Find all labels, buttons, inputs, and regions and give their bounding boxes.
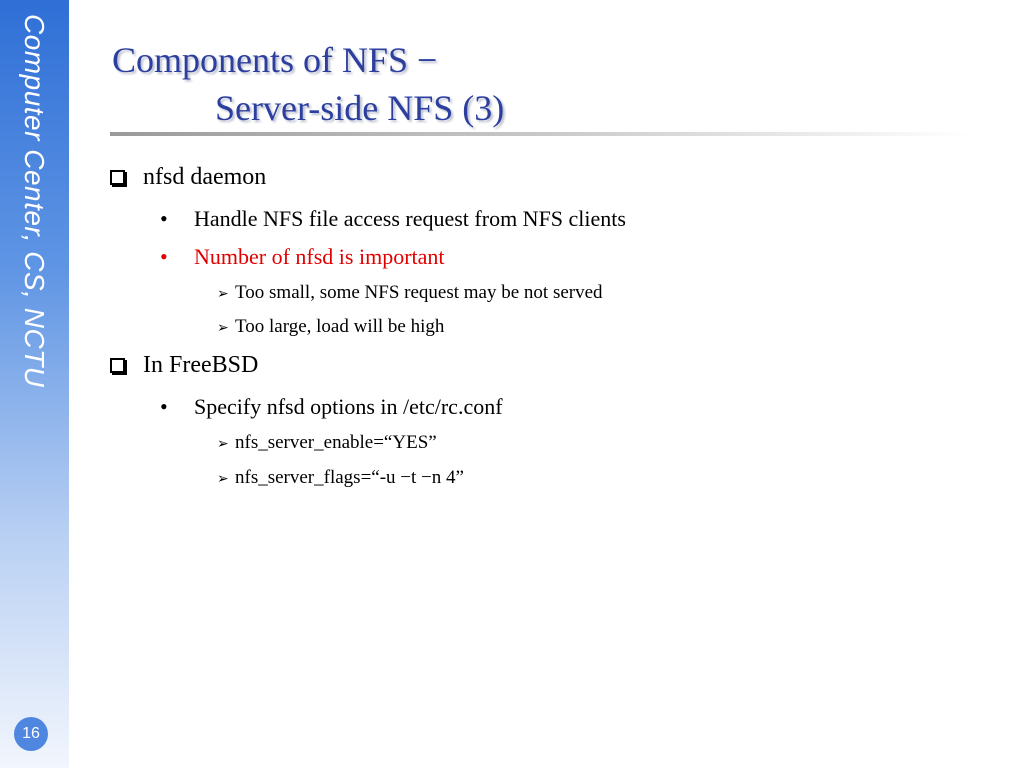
point-server-enable — [217, 432, 437, 454]
point-text: Too small, some NFS request may be not served — [235, 282, 603, 303]
sidebar-band — [0, 0, 69, 768]
title-line-1: Components of NFS − — [112, 40, 438, 80]
checkbox-bullet-icon — [110, 358, 125, 373]
sidebar-label: Computer Center, CS, NCTU — [19, 14, 50, 388]
subbullet-number-of-nfsd — [160, 244, 445, 270]
slide-title — [112, 36, 504, 132]
subbullet-text: Number of nfsd is important — [194, 244, 445, 269]
title-line-2: Server-side NFS (3) — [215, 88, 505, 128]
arrow-bullet-icon: ➢ — [217, 471, 229, 487]
point-text: nfs_server_flags=“-u −t −n 4” — [235, 467, 464, 488]
point-text: nfs_server_enable=“YES” — [235, 432, 437, 453]
title-divider — [110, 132, 970, 136]
point-text: Too large, load will be high — [235, 316, 445, 337]
bullet-text: In FreeBSD — [143, 352, 259, 378]
checkbox-bullet-icon — [110, 170, 125, 185]
bullet-in-freebsd — [110, 352, 258, 379]
dot-bullet-icon: • — [160, 206, 168, 231]
subbullet-handle-requests — [160, 206, 626, 232]
dot-bullet-icon: • — [160, 244, 168, 269]
page-number-badge: 16 — [14, 717, 48, 751]
bullet-text: nfsd daemon — [143, 164, 267, 190]
arrow-bullet-icon: ➢ — [217, 320, 229, 336]
point-too-small — [217, 282, 603, 304]
dot-bullet-icon: • — [160, 394, 168, 419]
subbullet-text: Handle NFS file access request from NFS clients — [194, 206, 626, 231]
arrow-bullet-icon: ➢ — [217, 286, 229, 302]
subbullet-text: Specify nfsd options in /etc/rc.conf — [194, 394, 503, 419]
bullet-nfsd-daemon — [110, 164, 266, 191]
arrow-bullet-icon: ➢ — [217, 436, 229, 452]
subbullet-specify-options — [160, 394, 503, 420]
point-too-large — [217, 316, 444, 338]
point-server-flags — [217, 467, 464, 489]
